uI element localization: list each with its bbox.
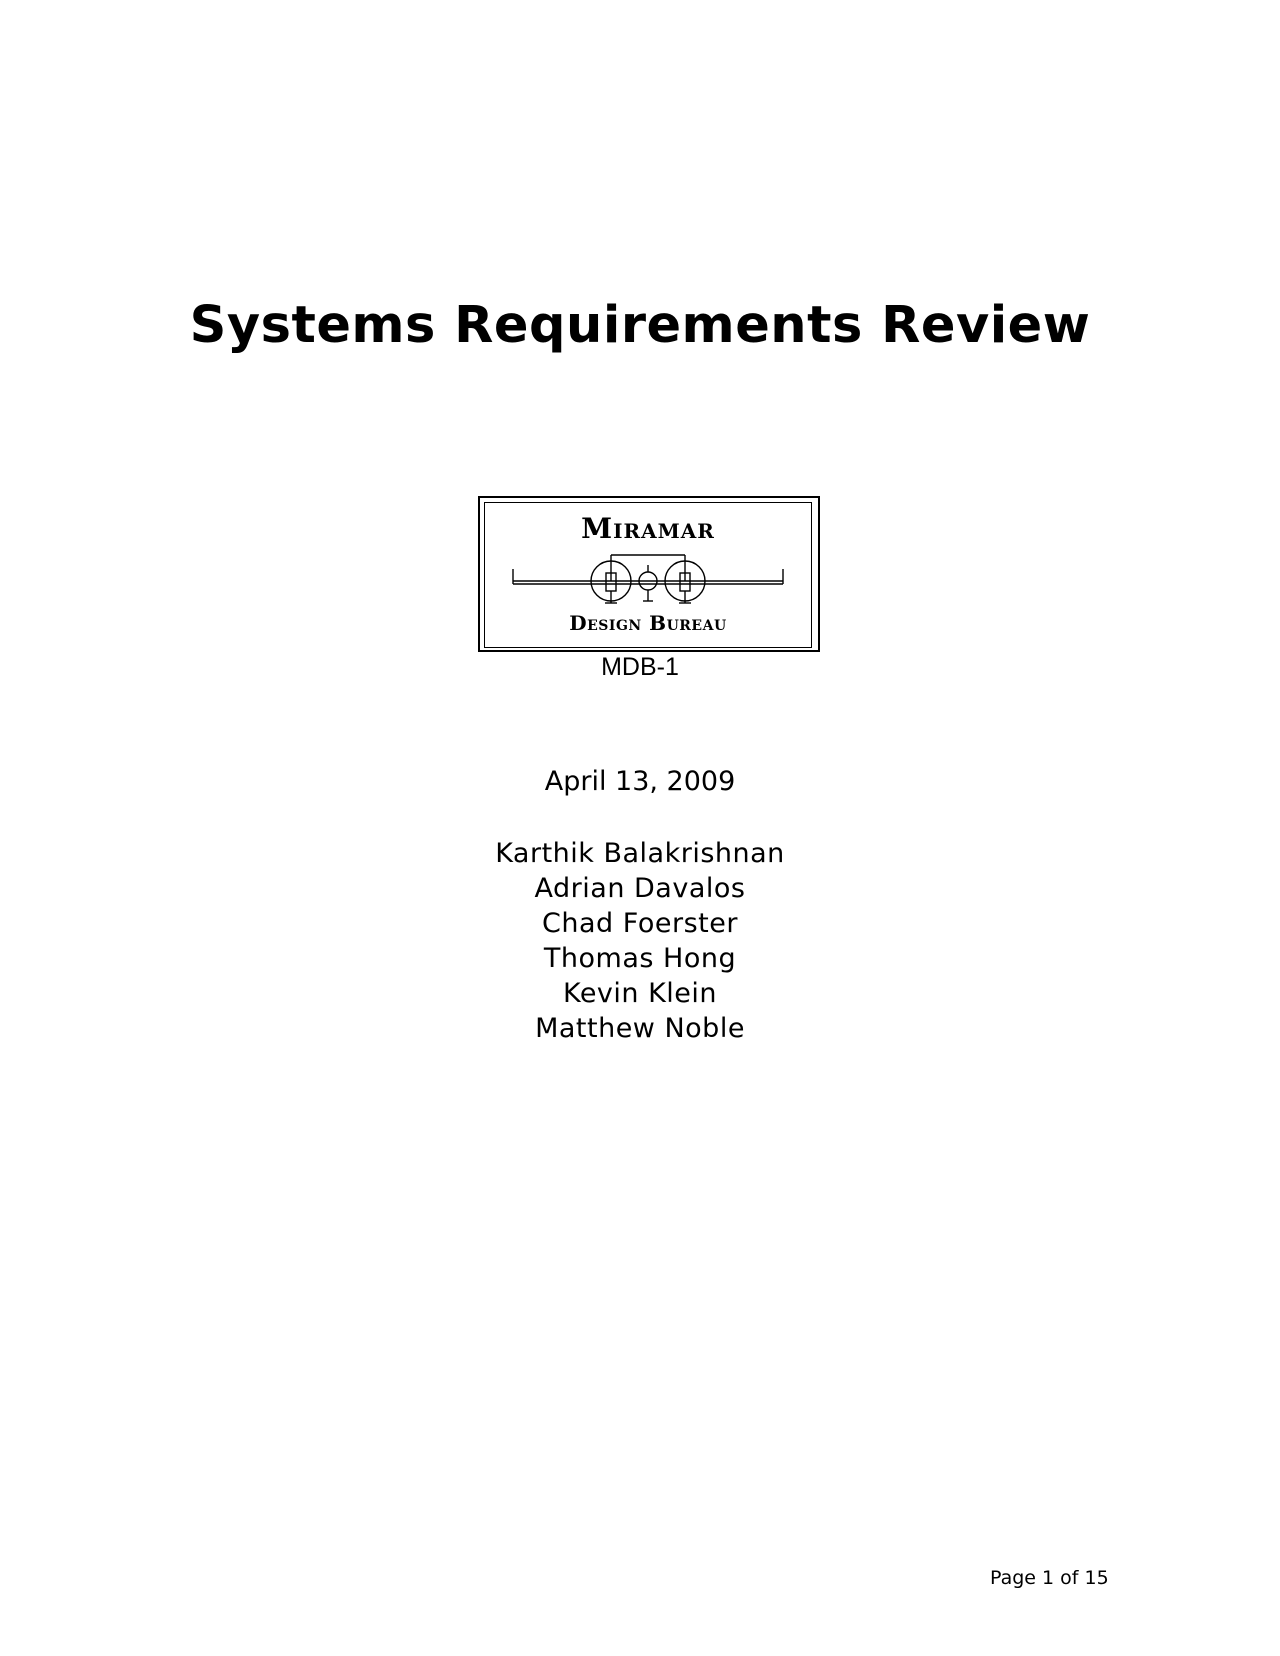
author-list: [0, 836, 1280, 1046]
logo-top-text: Miramar: [581, 512, 715, 545]
model-label: MDB-1: [601, 653, 679, 681]
twin-prop-aircraft-icon: [505, 549, 791, 607]
author-name: Chad Foerster: [542, 908, 738, 939]
author-name: Karthik Balakrishnan: [495, 838, 785, 869]
logo-bottom-text: Design Bureau: [569, 611, 727, 635]
author-name: Matthew Noble: [535, 1013, 745, 1044]
document-title: Systems Requirements Review: [189, 296, 1091, 355]
page-number: Page 1 of 15: [990, 1567, 1109, 1589]
document-date: April 13, 2009: [544, 766, 736, 797]
author-name: Adrian Davalos: [534, 873, 746, 904]
company-logo: [478, 496, 820, 652]
author-name: Kevin Klein: [562, 978, 718, 1009]
logo-frame: [478, 496, 820, 652]
author-name: Thomas Hong: [543, 943, 737, 974]
logo-inner-frame: [484, 502, 812, 648]
